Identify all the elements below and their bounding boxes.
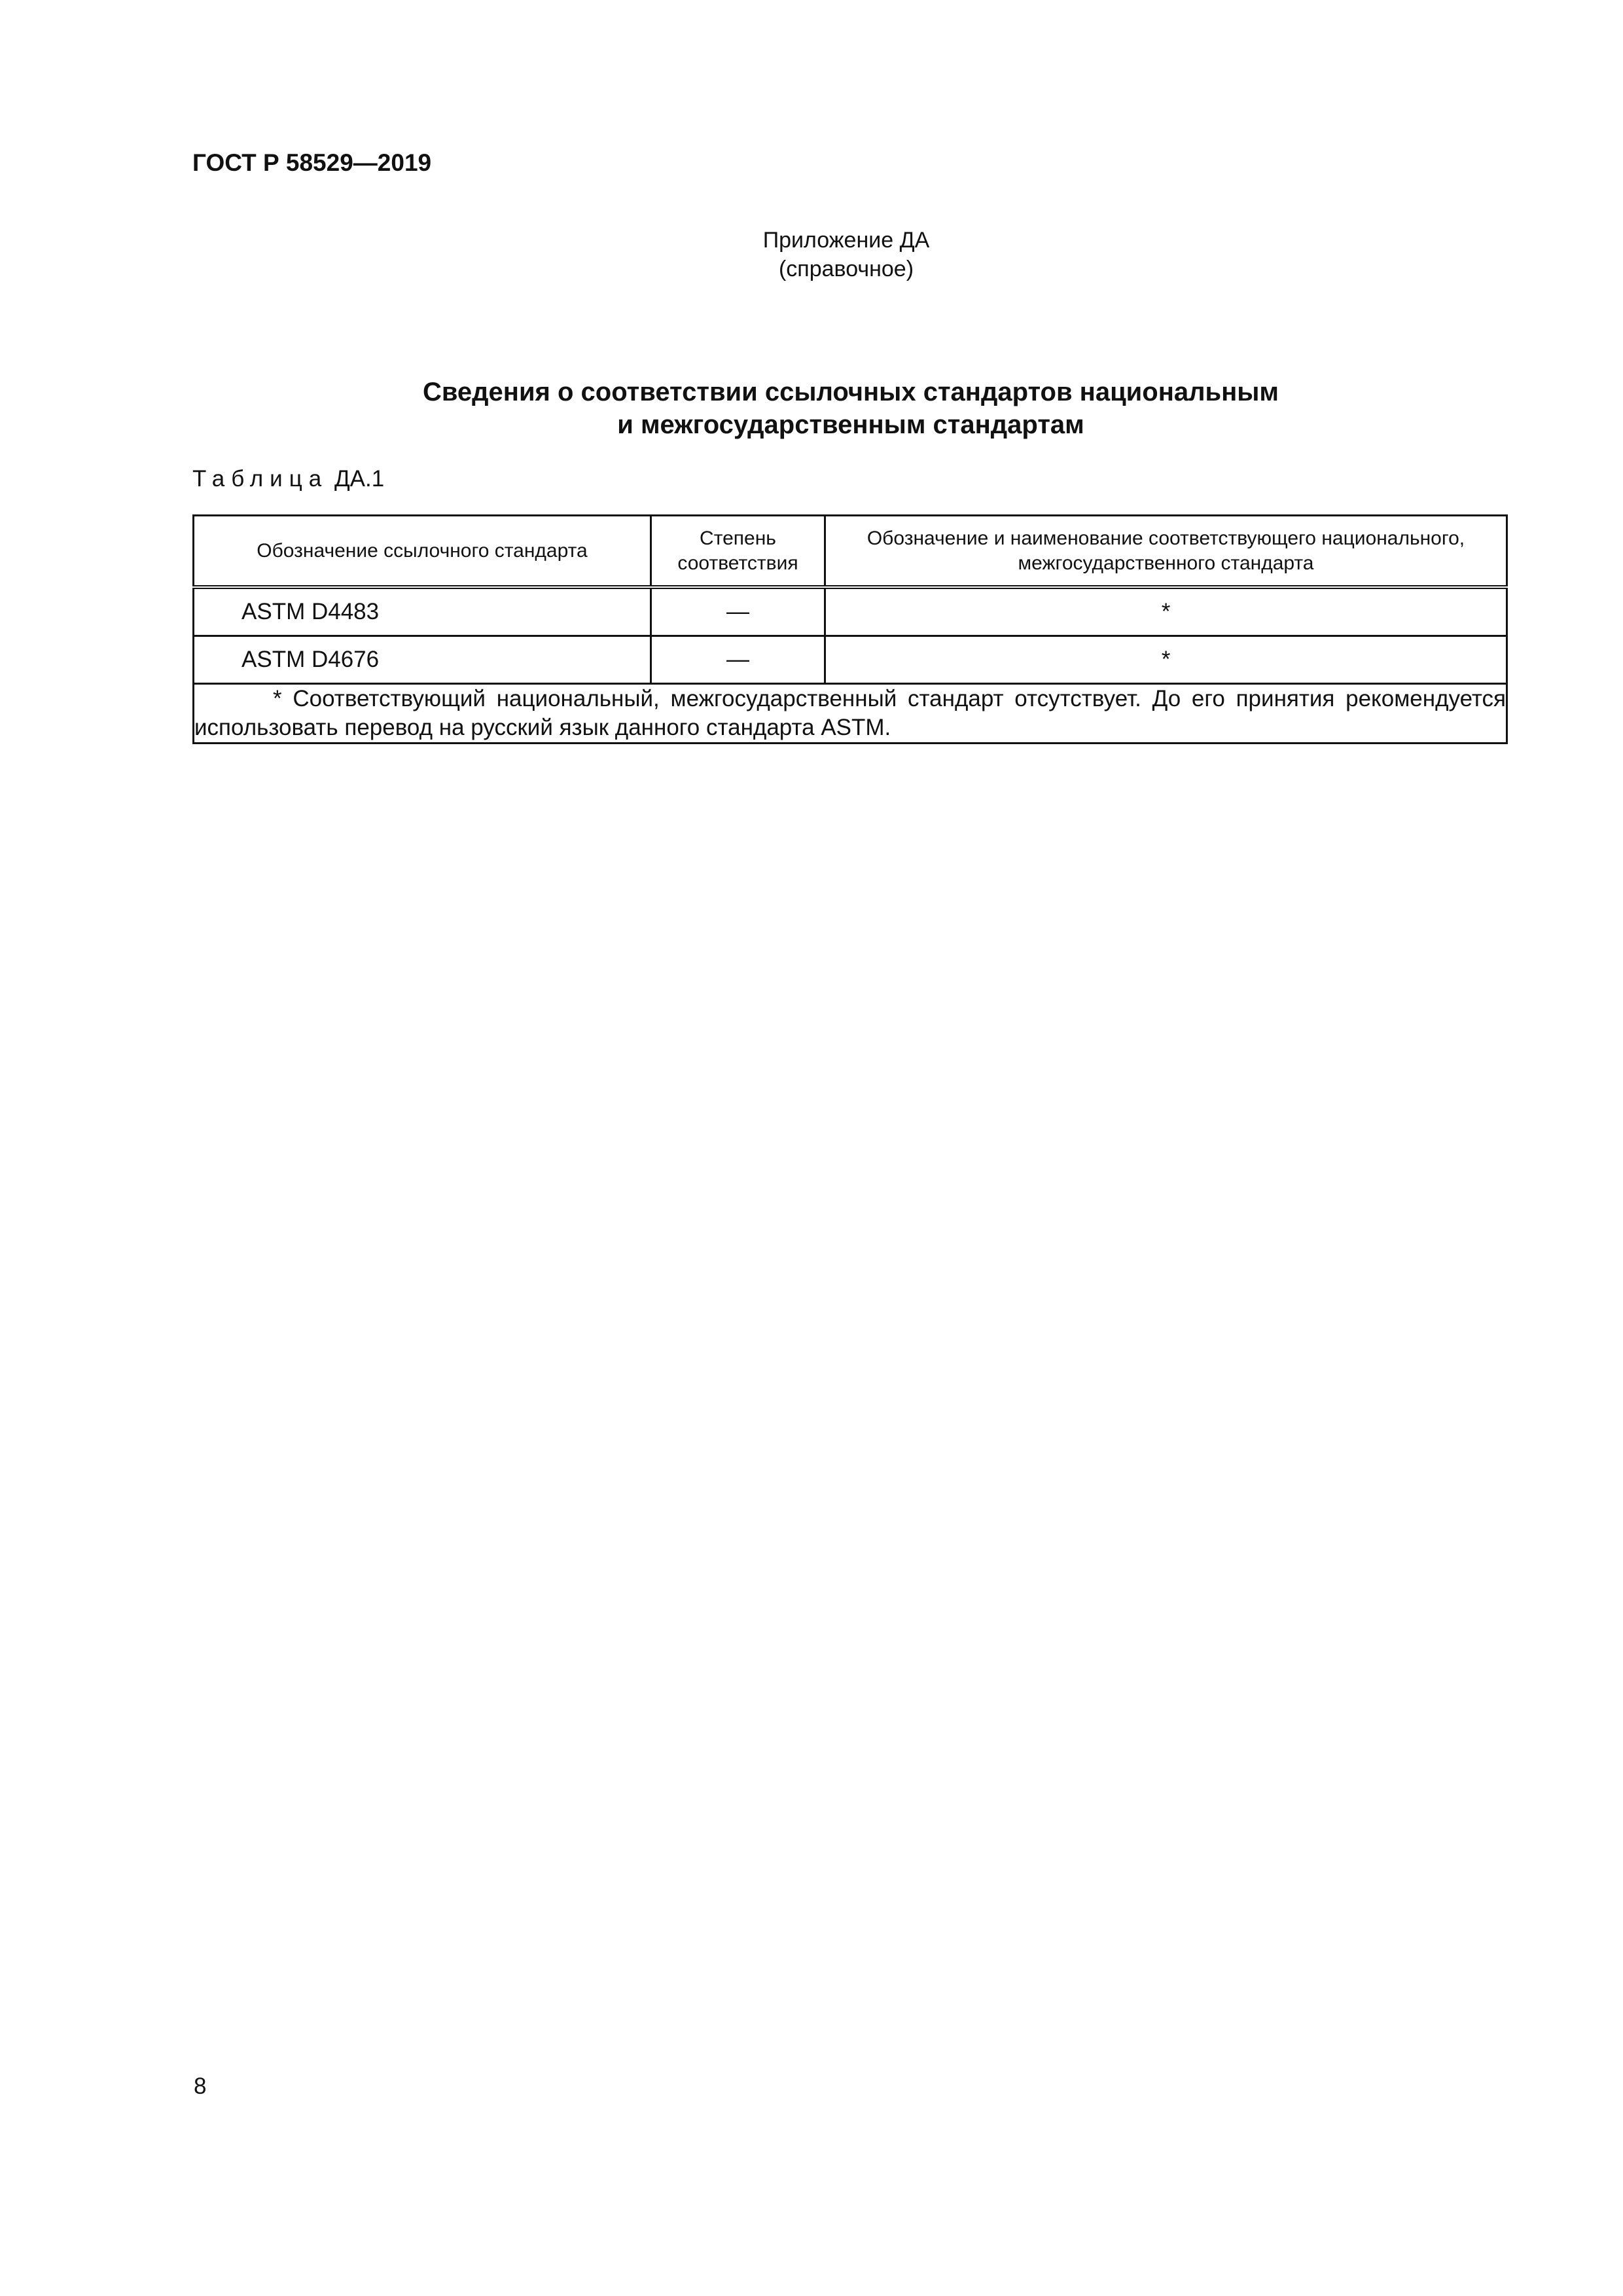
column-header-national: Обозначение и наименование соответствующего национального, межгосударственного стандарта <box>825 516 1507 588</box>
section-heading-line1: Сведения о соответствии ссылочных стандартов национальным <box>422 378 1279 406</box>
table-caption-word: Таблица <box>192 466 329 492</box>
reference-cell: ASTM D4676 <box>194 636 651 684</box>
national-cell: * <box>825 587 1507 636</box>
degree-cell: — <box>651 587 825 636</box>
table-caption-number: ДА.1 <box>334 466 385 492</box>
appendix-kind: (справочное) <box>778 257 914 281</box>
table-header-row <box>194 516 1507 588</box>
column-header-degree: Степень соответствия <box>651 516 825 588</box>
reference-cell: ASTM D4483 <box>194 587 651 636</box>
table-row <box>194 587 1507 636</box>
section-heading-line2: и межгосударственным стандартам <box>617 410 1084 439</box>
page-number: 8 <box>194 2073 207 2099</box>
national-cell: * <box>825 636 1507 684</box>
table-caption <box>192 466 384 492</box>
column-header-reference: Обозначение ссылочного стандарта <box>194 516 651 588</box>
table-row <box>194 636 1507 684</box>
table-footnote-row <box>194 684 1507 744</box>
degree-cell: — <box>651 636 825 684</box>
table-footnote: * Соответствующий национальный, межгосударственный стандарт отсутствует. До его принятия рекомендуется использовать перевод на русский язык данного стандарта ASTM. <box>194 686 1506 740</box>
document-code: ГОСТ Р 58529—2019 <box>192 149 432 176</box>
table-footnote-cell <box>194 684 1507 744</box>
section-heading <box>0 376 1623 441</box>
appendix-title: Приложение ДА <box>762 228 930 253</box>
reference-standards-table <box>192 514 1508 744</box>
